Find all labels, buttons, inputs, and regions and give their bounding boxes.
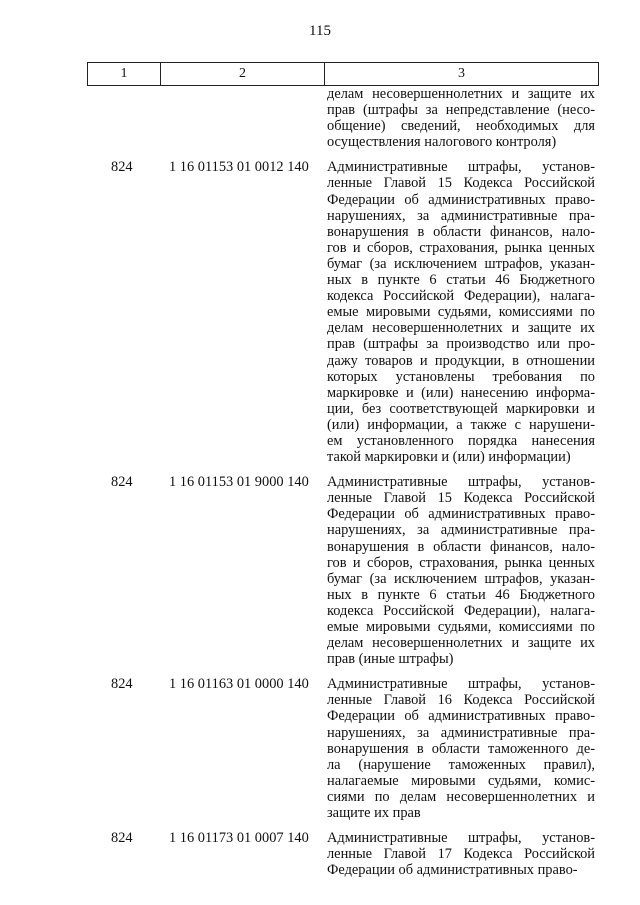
description-line: Федерации об административных право- <box>327 862 578 879</box>
kbk-code-cell: 1 16 01153 01 0012 140 <box>169 159 309 176</box>
description-line: кодекса Российской Федерации), налага- <box>327 602 595 619</box>
column-header-2: 2 <box>160 63 324 85</box>
description-cell <box>323 830 599 878</box>
description-line: ленные Главой 16 Кодекса Российской <box>327 692 595 709</box>
admin-code-cell: 824 <box>111 830 133 847</box>
description-line: гов и сборов, страхования, рынка ценных <box>327 239 595 256</box>
description-line: прав (иные штрафы) <box>327 651 454 668</box>
description-cell <box>323 474 599 667</box>
kbk-code-cell: 1 16 01163 01 0000 140 <box>169 676 309 693</box>
description-line: прав (штрафы за производство или про- <box>327 336 595 353</box>
description-line: нарушениях, за административные пра- <box>327 522 595 539</box>
description-line: ленные Главой 15 Кодекса Российской <box>327 175 595 192</box>
description-line: бумаг (за исключением штрафов, указан- <box>327 255 595 272</box>
table-row <box>87 830 599 878</box>
description-line: Административные штрафы, установ- <box>327 159 595 176</box>
description-line: кодекса Российской Федерации), налага- <box>327 288 595 305</box>
table-header <box>87 62 599 86</box>
description-line: защите их прав <box>327 805 421 822</box>
description-line: бумаг (за исключением штрафов, указан- <box>327 570 595 587</box>
admin-code-cell: 824 <box>111 474 133 491</box>
description-line: делам несовершеннолетних и защите их <box>327 86 595 102</box>
description-line: которых установлены требования по <box>327 368 595 385</box>
column-header-1: 1 <box>120 66 128 81</box>
description-line: такой маркировки и (или) информации) <box>327 449 571 466</box>
description-line: ленные Главой 15 Кодекса Российской <box>327 490 595 507</box>
table-row <box>87 676 599 821</box>
description-line: делам несовершеннолетних и защите их <box>327 320 595 337</box>
kbk-code-cell: 1 16 01153 01 9000 140 <box>169 474 309 491</box>
table-row <box>87 159 599 465</box>
description-line: налагаемые мировыми судьями, комис- <box>327 772 595 789</box>
table-row <box>87 474 599 667</box>
admin-code-cell: 824 <box>111 676 133 693</box>
page-number: 115 <box>309 23 331 39</box>
description-line: нарушениях, за административные пра- <box>327 207 595 224</box>
description-cell <box>323 676 599 821</box>
description-line: гов и сборов, страхования, рынка ценных <box>327 554 595 571</box>
admin-code-cell: 824 <box>111 159 133 176</box>
description-line: общение) сведений, необходимых для <box>327 118 595 135</box>
table-body <box>87 86 599 878</box>
description-line: Административные штрафы, установ- <box>327 676 595 693</box>
description-cell <box>323 159 599 465</box>
description-line: ла (нарушение таможенных правил), <box>327 756 595 773</box>
description-line: вонарушения в области таможенного де- <box>327 740 595 757</box>
description-line: ем установленного порядка нанесения <box>327 432 595 449</box>
description-line: ленные Главой 17 Кодекса Российской <box>327 846 595 863</box>
description-line: Административные штрафы, установ- <box>327 830 595 847</box>
description-line: ции, без соответствующей маркировки и <box>327 400 595 417</box>
kbk-code-cell: 1 16 01173 01 0007 140 <box>169 830 309 847</box>
description-line: емые мировыми судьями, комиссиями по <box>327 304 595 321</box>
description-line: вонарушения в области финансов, нало- <box>327 223 595 240</box>
description-line: сиями по делам несовершеннолетних и <box>327 788 595 805</box>
description-line: ных в пункте 6 статьи 46 Бюджетного <box>327 586 595 603</box>
description-line: осуществления налогового контроля) <box>327 134 557 151</box>
description-line: нарушениях, за административные пра- <box>327 724 595 741</box>
description-line: емые мировыми судьями, комиссиями по <box>327 619 595 635</box>
description-line: Федерации об административных право- <box>327 506 595 523</box>
description-line: прав (штрафы за непредставление (несо- <box>327 102 595 119</box>
table-row <box>87 86 599 150</box>
description-line: Административные штрафы, установ- <box>327 474 595 491</box>
description-line: дажу товаров и продукции, в отношении <box>327 352 595 369</box>
description-line: делам несовершеннолетних и защите их <box>327 635 595 652</box>
column-header-3: 3 <box>324 63 598 85</box>
description-line: вонарушения в области финансов, нало- <box>327 538 595 555</box>
description-line: Федерации об административных право- <box>327 708 595 725</box>
description-line: маркировке и (или) нанесению информа- <box>327 384 595 401</box>
description-line: Федерации об административных право- <box>327 191 595 208</box>
description-cell <box>323 86 599 150</box>
description-line: (или) информации, а также с нарушени- <box>327 416 595 433</box>
description-line: ных в пункте 6 статьи 46 Бюджетного <box>327 272 595 289</box>
